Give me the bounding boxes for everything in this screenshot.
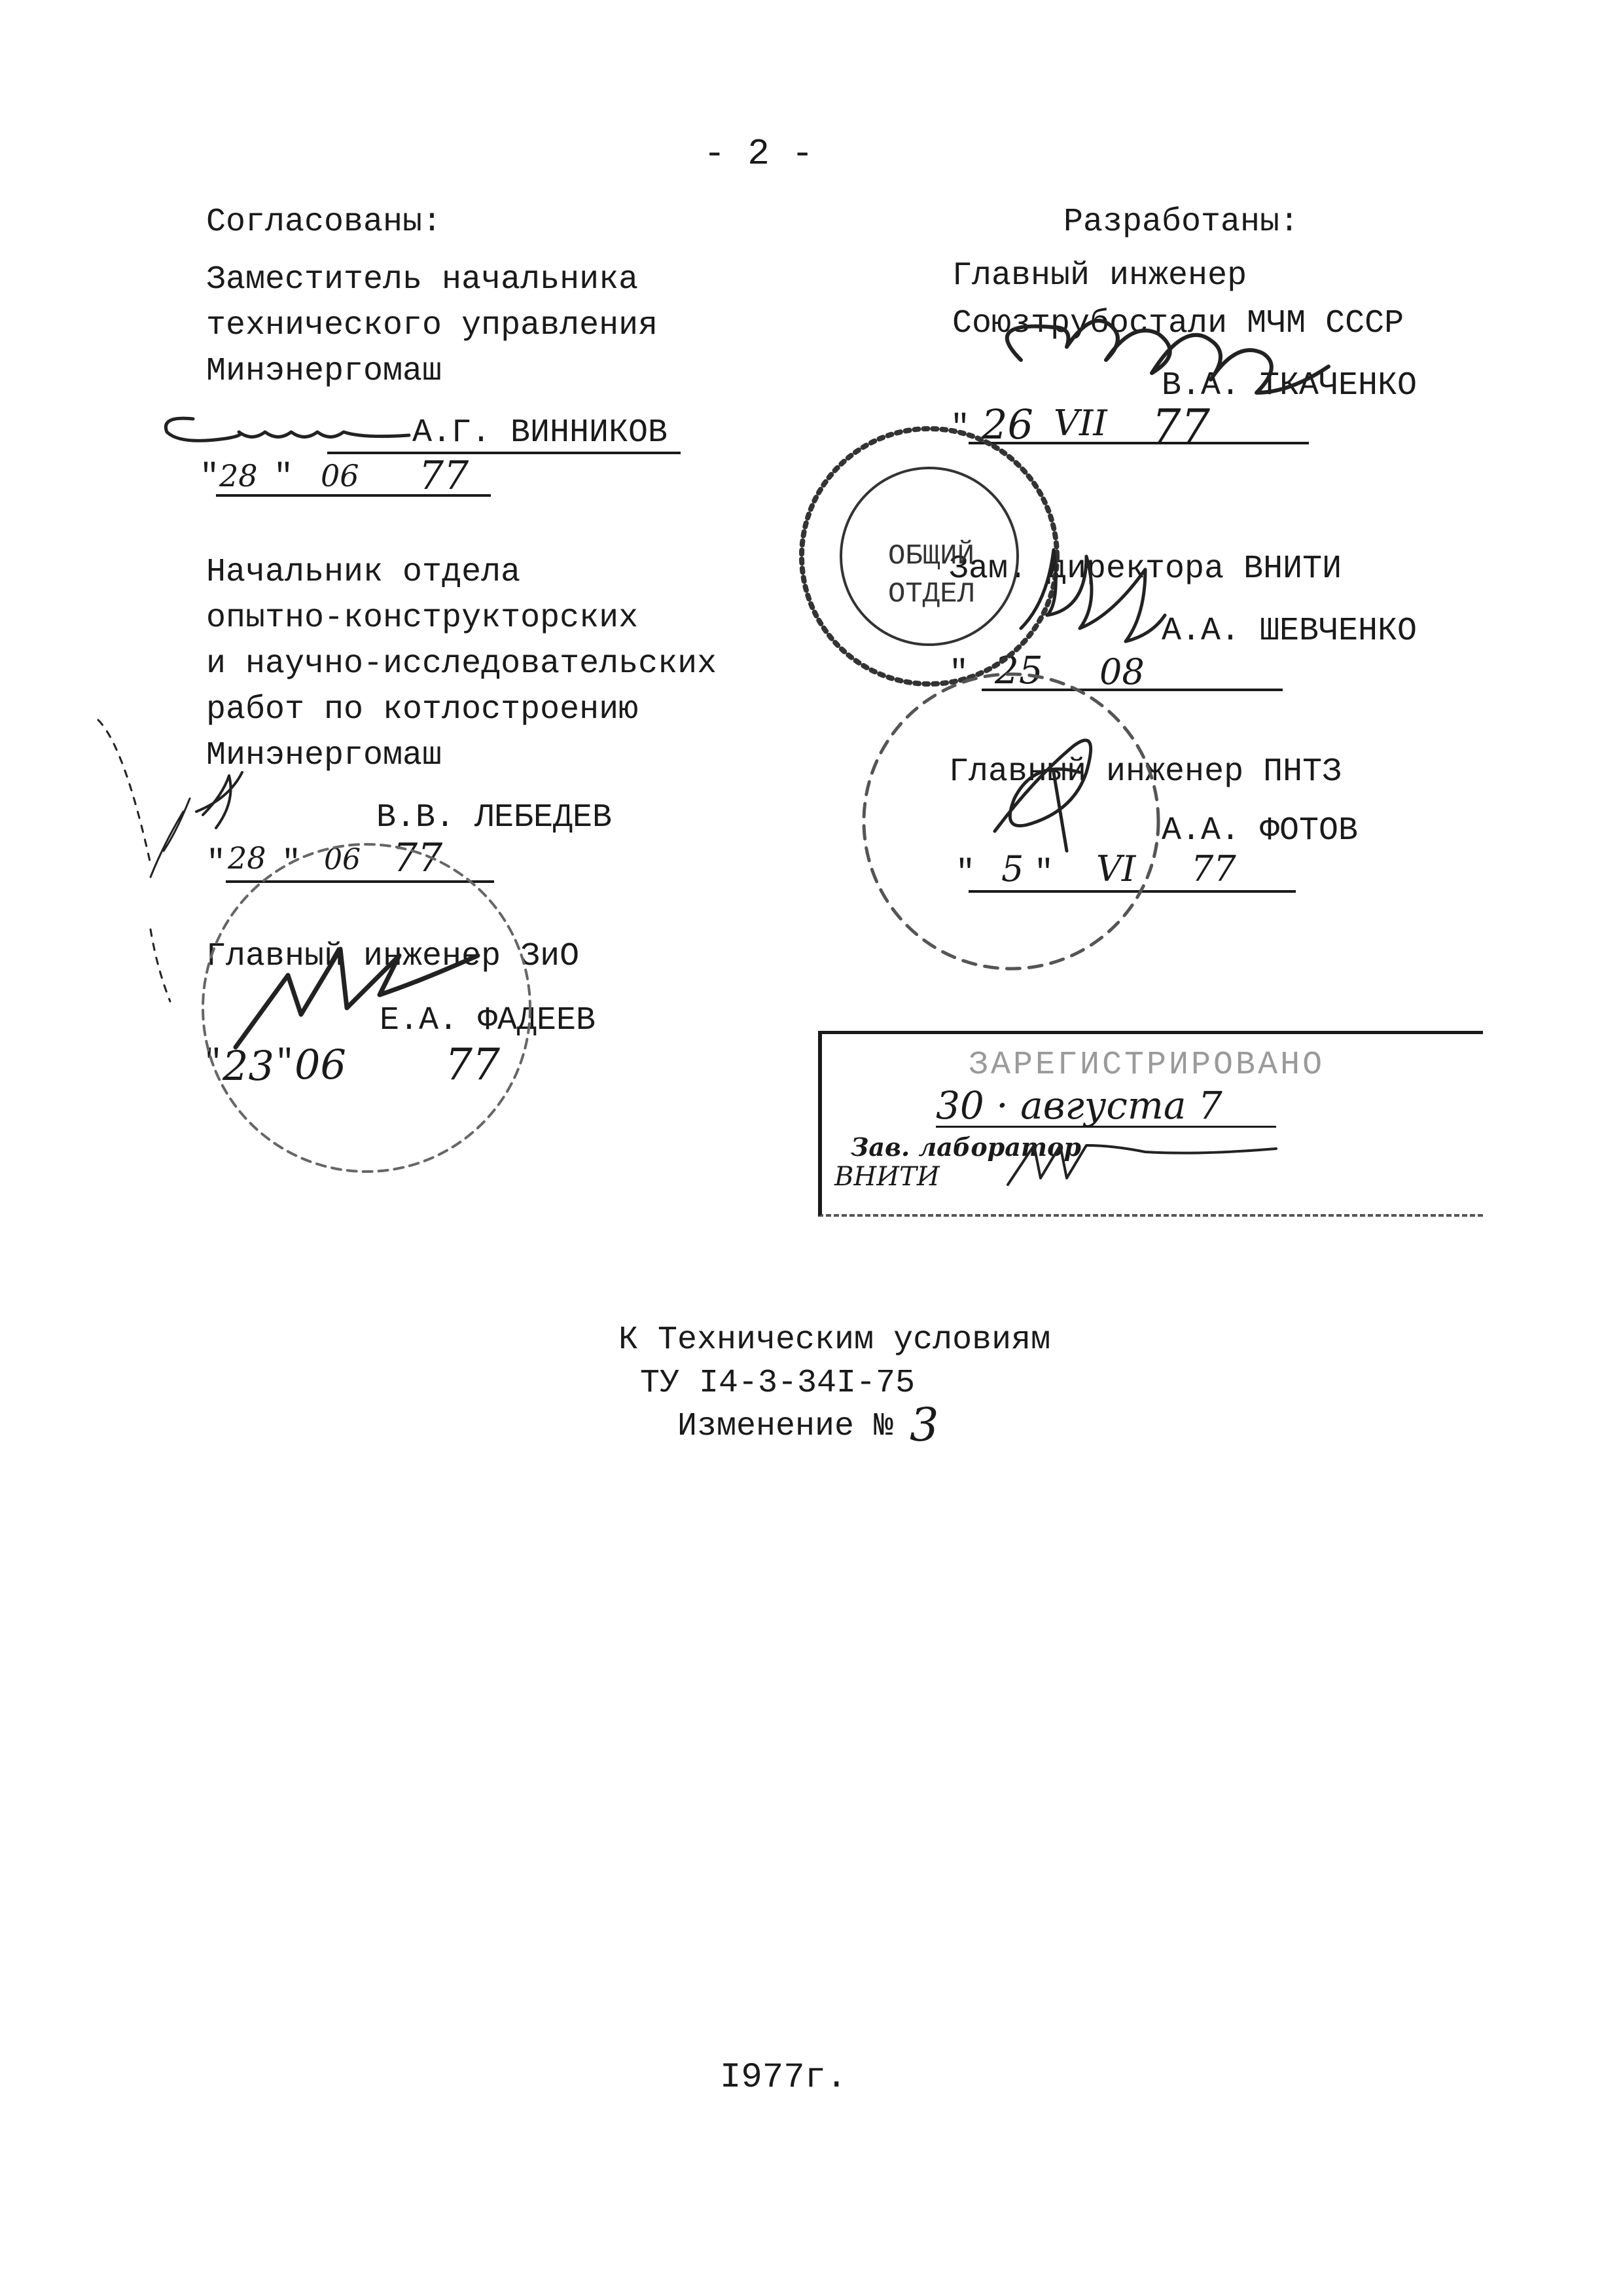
left-block3-date-day: 23	[223, 1042, 274, 1090]
left-block2-line5: Минэнергомаш	[206, 737, 442, 774]
left-block2-date-open: "	[206, 845, 226, 882]
left-block3-date-month: 06	[294, 1041, 346, 1088]
signature-tkachenko	[1007, 321, 1329, 393]
right-block1-date-day: 26	[982, 401, 1033, 448]
registration-title: ЗАРЕГИСТРИРОВАНО	[969, 1047, 1325, 1084]
document-year: I977г.	[720, 2058, 847, 2098]
left-block2-date-mid: "	[281, 845, 302, 882]
margin-mark	[98, 720, 170, 1001]
signature-fotov	[995, 740, 1091, 851]
right-block2-date-day: 25	[995, 648, 1043, 692]
registration-date: 30 · августа 7	[936, 1083, 1222, 1128]
annotation-lebedev-date	[151, 798, 190, 877]
right-block3-date-open: "	[955, 855, 976, 892]
right-block3-date-year: 77	[1191, 848, 1236, 889]
subject-line2: ТУ I4-3-34I-75	[640, 1365, 916, 1402]
page-number: - 2 -	[704, 133, 814, 175]
right-block2-date-month: 08	[1099, 651, 1145, 692]
left-block3-line1: Главный инженер ЗиО	[206, 938, 580, 975]
left-block2-line3: и научно-исследовательских	[206, 645, 717, 683]
signature-registration	[1008, 1145, 1276, 1185]
signature-lebedev	[196, 772, 242, 828]
left-block3-date-mid: "	[275, 1045, 295, 1082]
right-block1-date-month: VII	[1054, 403, 1107, 444]
right-block3-date-month: VI	[1096, 848, 1136, 889]
right-block2-line1: Зам. директора ВНИТИ	[949, 550, 1342, 588]
left-block2-line2: опытно-конструкторских	[206, 600, 639, 637]
left-block2-line4: работ по котлостроению	[206, 691, 639, 728]
stamp-circle-zio	[203, 844, 530, 1172]
subject-line3-prefix: Изменение №	[677, 1408, 894, 1445]
right-block3-name: А.А. ФОТОВ	[1162, 812, 1359, 850]
registration-line2: ВНИТИ	[834, 1162, 940, 1192]
left-block2-line1: Начальник отдела	[206, 554, 521, 591]
left-block1-date-mid: "	[274, 459, 294, 496]
signature-shevchenko	[1021, 550, 1165, 641]
right-block1-line1: Главный инженер	[952, 257, 1247, 295]
signature-vinnikov	[166, 418, 409, 440]
left-block1-date-day: 28	[219, 458, 258, 493]
right-heading: Разработаны:	[1063, 204, 1300, 241]
right-block3-date-mid: "	[1034, 855, 1054, 892]
right-block3-line1: Главный инженер ПНТЗ	[949, 753, 1342, 791]
right-block1-name: В.А. ТКАЧЕНКО	[1162, 367, 1418, 404]
right-block3-date-day: 5	[1001, 848, 1024, 889]
left-block3-date-year: 77	[445, 1039, 500, 1090]
signature-fadeev	[236, 949, 478, 1047]
left-block3-date-open: "	[203, 1045, 223, 1082]
left-block1-date-open: "	[200, 459, 220, 496]
stamp-office-line2: ОТДЕЛ	[888, 578, 975, 611]
left-block1-date-month: 06	[321, 458, 359, 493]
left-block2-date-year: 77	[393, 835, 443, 881]
left-block1-line3: Минэнергомаш	[206, 353, 442, 390]
right-block1-date-year: 77	[1152, 399, 1211, 453]
left-block3-name: Е.А. ФАДЕЕВ	[380, 1002, 596, 1039]
stamp-office-line1: ОБЩИЙ	[888, 540, 975, 573]
subject-line3-number: 3	[910, 1398, 939, 1452]
left-block1-name: А.Г. ВИННИКОВ	[412, 414, 668, 452]
left-block1-line2: технического управления	[206, 307, 658, 344]
left-block1-line1: Заместитель начальника	[206, 261, 639, 298]
left-block2-date-month: 06	[324, 843, 361, 876]
left-block2-date-day: 28	[228, 840, 266, 876]
right-block1-line2: Союзтрубостали МЧМ СССР	[952, 305, 1404, 342]
left-heading: Согласованы:	[206, 204, 442, 241]
right-block2-date-open: "	[949, 655, 969, 692]
right-block1-date-open: "	[950, 410, 971, 447]
registration-line1: Зав. лаборатор	[851, 1132, 1081, 1162]
left-block1-date-year: 77	[419, 453, 469, 499]
subject-line1: К Техническим условиям	[618, 1321, 1051, 1359]
right-block2-name: А.А. ШЕВЧЕНКО	[1162, 613, 1418, 650]
left-block2-name: В.В. ЛЕБЕДЕВ	[376, 799, 613, 836]
